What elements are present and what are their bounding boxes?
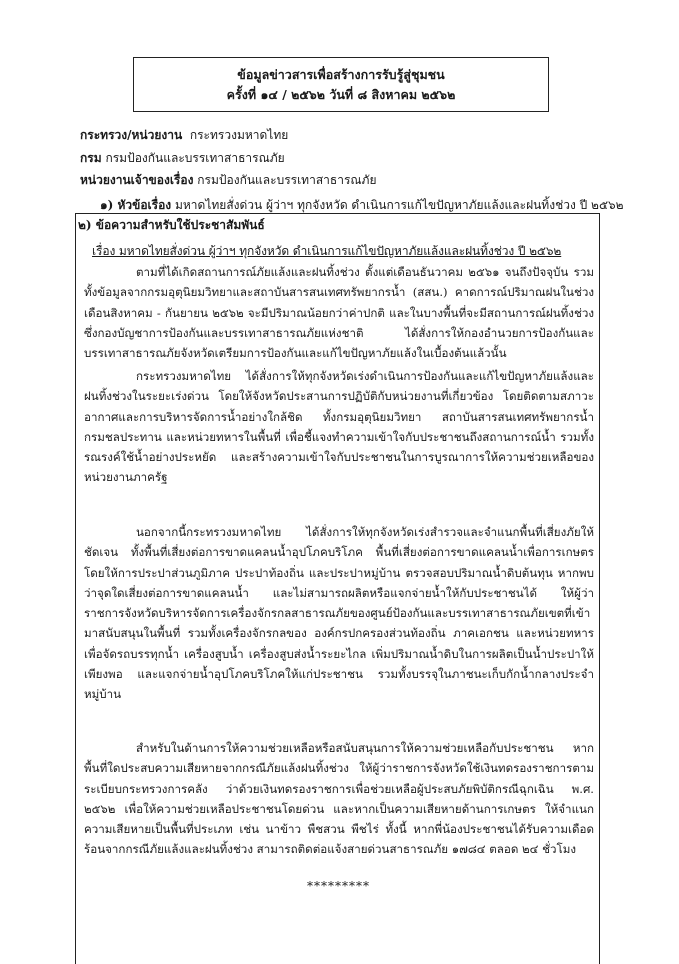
owner-label: หน่วยงานเจ้าของเรื่อง (80, 173, 194, 187)
paragraph-3: นอกจากนี้กระทรวงมหาดไทย ได้สั่งการให้ทุกจังหวัดเร่งสำรวจและจำแนกพื้นที่เสี่ยงภัยให้ชัดเจน ทั้งพื้นที่เสี่ยงต่อการขาดแคลนน้ำอุปโภคบริโภค พื้นที่เสี่ยงต่อการขาดแคลนน้ำเพื่อการเกษตร โดยให้การประปาส่วนภูมิภาค ประปาท้องถิ่น และประปาหมู่บ้าน ตรวจสอบปริมาณน้ำดิบต้นทุน หากพบว่าจุดใดเสี่ยงต่อการขาดแคลนน้ำ และไม่สามารถผลิตหรือแจกจ่ายน้ำให้กับประชาชนได้ ให้ผู้ว่าราชการจังหวัดบริหารจัดการเครื่องจักรกลสาธารณภัยของศูนย์ป้องกันและบรรเทาสาธารณภัยเขตที่เข้ามาสนับสนุนในพื้นที่ รวมทั้งเครื่องจักรกลของ องค์กรปกครองส่วนท้องถิ่น ภาคเอกชน และหน่วยทหาร เพื่อจัดรถบรรทุกน้ำ เครื่องสูบน้ำ เครื่องสูบส่งน้ำระยะไกล เพิ่มปริมาณน้ำดิบในการผลิตเป็นน้ำประปาให้เพียงพอ และแจกจ่ายน้ำอุปโภคบริโภคให้แก่ประชาชน รวมทั้งบรรจุในภาชนะเก็บกักน้ำกลางประจำหมู่บ้าน (84, 525, 594, 702)
topic-value: มหาดไทยสั่งด่วน ผู้ว่าฯ ทุกจังหวัด ดำเนินการแก้ไขปัญหาภัยแล้งและฝนทิ้งช่วง ปี ๒๕๖๒ (174, 198, 624, 212)
section-label: ๒) ข้อความสำหรับใช้ประชาสัมพันธ์ (78, 218, 265, 232)
header-box (133, 57, 549, 112)
issue-line: ครั้งที่ ๑๔ / ๒๕๖๒ วันที่ ๘ สิงหาคม ๒๕๖๒ (226, 86, 456, 102)
topic-label: ๑) หัวข้อเรื่อง (100, 198, 172, 212)
paragraph-4: สำหรับในด้านการให้ความช่วยเหลือหรือสนับสนุนการให้ความช่วยเหลือกับประชาชน หากพื้นที่ใดประสบความเสียหายจากกรณีภัยแล้งฝนทิ้งช่วง ให้ผู้ว่าราชการจังหวัดใช้เงินทดรองราชการตามระเบียบกระทรวงการคลัง ว่าด้วยเงินทดรองราชการเพื่อช่วยเหลือผู้ประสบภัยพิบัติกรณีฉุกเฉิน พ.ศ. ๒๕๖๒ เพื่อให้ความช่วยเหลือประชาชนโดยด่วน และหากเป็นความเสียหายด้านการเกษตร ให้จำแนกความเสียหายเป็นพื้นที่ประเภท เช่น นาข้าว พืชสวน พืชไร่ ทั้งนี้ หากพี่น้องประชาชนได้รับความเดือดร้อนจากกรณีภัยแล้งและฝนทิ้งช่วง สามารถติดต่อแจ้งสายด่วนสาธารณภัย ๑๗๘๔ ตลอด ๒๔ ชั่วโมง (84, 741, 594, 857)
department-value: กรมป้องกันและบรรเทาสาธารณภัย (105, 151, 285, 165)
ministry-label: กระทรวง/หน่วยงาน (80, 128, 183, 142)
owner-value: กรมป้องกันและบรรเทาสาธารณภัย (197, 173, 377, 187)
paragraph-2: กระทรวงมหาดไทย ได้สั่งการให้ทุกจังหวัดเร่งดำเนินการป้องกันและแก้ไขปัญหาภัยแล้งและฝนทิ้งช่วงในระยะเร่งด่วน โดยให้จังหวัดประสานการปฏิบัติกับหน่วยงานที่เกี่ยวข้อง โดยติดตามสภาวะอากาศและการบริหารจัดการน้ำอย่างใกล้ชิด ทั้งกรมอุตุนิยมวิทยา สถาบันสารสนเทศทรัพยากรน้ำ กรมชลประทาน และหน่วยทหารในพื้นที่ เพื่อชี้แจงทำความเข้าใจกับประชาชนถึงสถานการณ์น้ำ รวมทั้งรณรงค์ใช้น้ำอย่างประหยัด และสร้างความเข้าใจกับประชาชนในการบูรณาการให้ความช่วยเหลือของหน่วยงานภาครัฐ (84, 369, 594, 485)
department-label: กรม (80, 151, 102, 165)
owner-line (80, 172, 376, 188)
department-line (80, 150, 285, 166)
paragraph-1: ตามที่ได้เกิดสถานการณ์ภัยแล้งและฝนทิ้งช่วง ตั้งแต่เดือนธันวาคม ๒๕๖๑ จนถึงปัจจุบัน รวมทั้งข้อมูลจากกรมอุตุนิยมวิทยาและสถาบันสารสนเทศทรัพยากรน้ำ (สสน.) คาดการณ์ปริมาณฝนในช่วงเดือนสิงหาคม - กันยายน ๒๕๖๒ จะมีปริมาณน้อยกว่าค่าปกติ และในบางพื้นที่จะมีสถานการณ์ฝนทิ้งช่วง ซึ่งกองบัญชาการป้องกันและบรรเทาสาธารณภัยแห่งชาติ ได้สั่งการให้กองอำนวยการป้องกันและบรรเทาสาธารณภัยจังหวัดเตรียมการป้องกันและแก้ไขปัญหาภัยแล้งในเบื้องต้นแล้วนั้น (84, 265, 594, 361)
end-mark: ********* (307, 879, 370, 893)
subject-line: เรื่อง มหาดไทยสั่งด่วน ผู้ว่าฯ ทุกจังหวัด ดำเนินการแก้ไขปัญหาภัยแล้งและฝนทิ้งช่วง ปี ๒๕๖๒ (92, 244, 562, 258)
document-title: ข้อมูลข่าวสารเพื่อสร้างการรับรู้สู่ชุมชน (237, 66, 445, 82)
ministry-value: กระทรวงมหาดไทย (189, 128, 289, 142)
content-box (75, 213, 600, 964)
ministry-line (80, 127, 288, 143)
